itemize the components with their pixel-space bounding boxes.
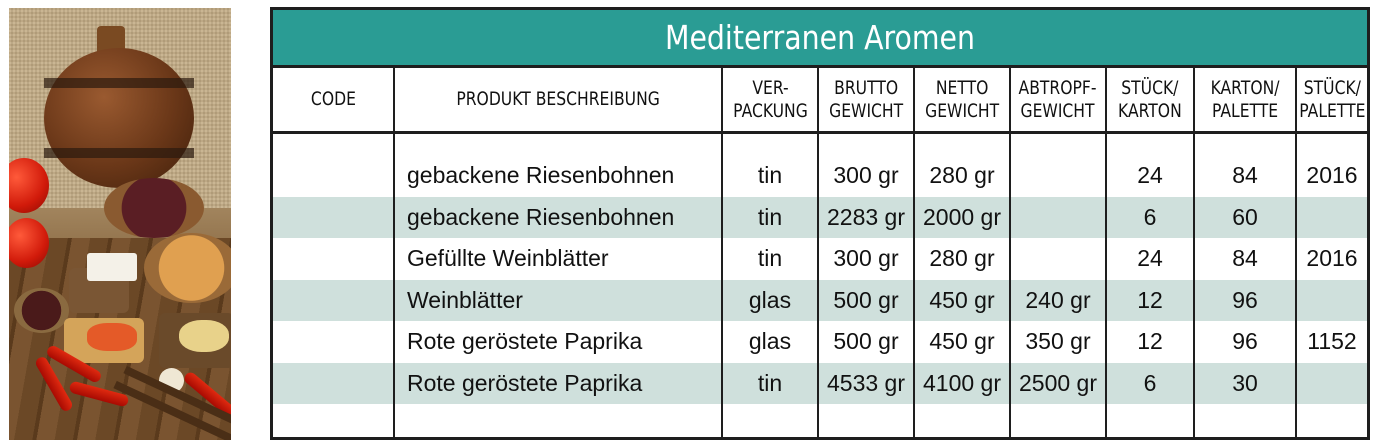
cell-abtropf bbox=[1011, 155, 1105, 196]
cell-beschreibung: gebackene Riesenbohnen bbox=[407, 204, 675, 230]
cell-stueck-karton: 6 bbox=[1143, 204, 1157, 230]
column-divider bbox=[1105, 68, 1107, 437]
cell-karton-palette: 96 bbox=[1232, 328, 1258, 354]
table-row bbox=[273, 155, 1367, 196]
cell-stueck-palette: 1152 bbox=[1307, 328, 1357, 354]
cell-stueck-karton: 6 bbox=[1143, 370, 1157, 396]
table-row bbox=[273, 280, 1367, 321]
cell-verpackung: glas bbox=[748, 287, 792, 313]
cell-abtropf: 2500 gr bbox=[1018, 370, 1097, 396]
cell-abtropf bbox=[1011, 197, 1105, 238]
cell-brutto bbox=[819, 404, 913, 445]
table-row bbox=[273, 197, 1367, 238]
cell-code bbox=[273, 238, 393, 279]
jug-band bbox=[44, 78, 194, 88]
cell-karton-palette bbox=[1195, 404, 1295, 445]
cell-code bbox=[273, 363, 393, 404]
cell-stueck-palette bbox=[1297, 363, 1367, 404]
header-brutto: BRUTTO GEWICHT bbox=[828, 76, 904, 122]
header-stueck-palette: STÜCK/ PALETTE bbox=[1298, 76, 1366, 122]
cell-brutto: 300 gr bbox=[833, 245, 899, 271]
cell-stueck-palette bbox=[1297, 404, 1367, 445]
cell-beschreibung: Rote geröstete Paprika bbox=[407, 370, 643, 396]
table-title: Mediterranen Aromen bbox=[664, 18, 976, 57]
cell-code bbox=[273, 280, 393, 321]
cell-netto: 4100 gr bbox=[922, 370, 1001, 396]
cell-verpackung: glas bbox=[748, 328, 792, 354]
table-header-row bbox=[273, 68, 1367, 134]
column-divider bbox=[1009, 68, 1011, 437]
header-karton-palette: KARTON/ PALETTE bbox=[1210, 76, 1280, 122]
header-code: CODE bbox=[310, 88, 356, 110]
cell-code bbox=[273, 321, 393, 362]
mediterranean-food-photo bbox=[9, 8, 231, 440]
cell-beschreibung: Rote geröstete Paprika bbox=[407, 328, 643, 354]
cell-abtropf: 350 gr bbox=[1025, 328, 1091, 354]
cell-stueck-karton: 24 bbox=[1137, 162, 1163, 188]
table-row bbox=[273, 238, 1367, 279]
cell-code bbox=[273, 404, 393, 445]
cell-abtropf bbox=[1011, 238, 1105, 279]
header-beschreibung: PRODUKT BESCHREIBUNG bbox=[456, 88, 660, 110]
cell-netto: 280 gr bbox=[929, 245, 995, 271]
product-table bbox=[270, 7, 1370, 440]
cell-abtropf bbox=[1011, 404, 1105, 445]
olive-bowl bbox=[104, 178, 204, 238]
cell-beschreibung: Weinblätter bbox=[407, 287, 523, 313]
table-row bbox=[273, 363, 1367, 404]
spice-bowl bbox=[14, 288, 69, 333]
cell-code bbox=[273, 155, 393, 196]
feta-cheese bbox=[87, 253, 137, 281]
table-row bbox=[273, 321, 1367, 362]
header-stueck-karton: STÜCK/ KARTON bbox=[1118, 76, 1182, 122]
column-divider bbox=[913, 68, 915, 437]
cell-brutto: 4533 gr bbox=[826, 370, 905, 396]
cell-stueck-karton: 12 bbox=[1137, 287, 1163, 313]
cell-brutto: 500 gr bbox=[833, 328, 899, 354]
cell-stueck-palette: 2016 bbox=[1306, 162, 1358, 188]
column-divider bbox=[817, 68, 819, 437]
cell-karton-palette: 96 bbox=[1232, 287, 1258, 313]
cell-netto: 450 gr bbox=[929, 287, 995, 313]
cell-stueck-karton: 24 bbox=[1137, 245, 1163, 271]
cell-beschreibung bbox=[395, 404, 721, 445]
column-divider bbox=[1295, 68, 1297, 437]
cell-netto: 2000 gr bbox=[922, 204, 1001, 230]
cell-code bbox=[273, 197, 393, 238]
cell-verpackung: tin bbox=[757, 162, 783, 188]
cell-verpackung: tin bbox=[757, 245, 783, 271]
cell-karton-palette: 60 bbox=[1232, 204, 1258, 230]
cell-stueck-palette bbox=[1297, 280, 1367, 321]
cell-netto bbox=[915, 404, 1009, 445]
cell-netto: 450 gr bbox=[929, 328, 995, 354]
cell-brutto: 500 gr bbox=[833, 287, 899, 313]
column-divider bbox=[721, 68, 723, 437]
cell-beschreibung: Gefüllte Weinblätter bbox=[407, 245, 609, 271]
cell-abtropf: 240 gr bbox=[1025, 287, 1091, 313]
cell-brutto: 300 gr bbox=[833, 162, 899, 188]
column-divider bbox=[393, 68, 395, 437]
cell-stueck-palette: 2016 bbox=[1306, 245, 1358, 271]
header-abtropf: ABTROPF- GEWICHT bbox=[1019, 76, 1097, 122]
column-divider bbox=[1193, 68, 1195, 437]
pepper-spread bbox=[87, 323, 137, 351]
jug-band bbox=[44, 148, 194, 158]
cell-karton-palette: 30 bbox=[1232, 370, 1258, 396]
cell-verpackung: tin bbox=[757, 370, 783, 396]
header-verpackung: VER- PACKUNG bbox=[732, 76, 808, 122]
cell-beschreibung: gebackene Riesenbohnen bbox=[407, 162, 675, 188]
cell-verpackung bbox=[723, 404, 817, 445]
cell-stueck-karton bbox=[1107, 404, 1193, 445]
hummus-spread bbox=[179, 320, 229, 352]
header-netto: NETTO GEWICHT bbox=[924, 76, 1000, 122]
cell-verpackung: tin bbox=[757, 204, 783, 230]
table-row bbox=[273, 404, 1367, 445]
cell-stueck-palette bbox=[1297, 197, 1367, 238]
cell-karton-palette: 84 bbox=[1232, 162, 1258, 188]
cell-karton-palette: 84 bbox=[1232, 245, 1258, 271]
wooden-jug bbox=[44, 48, 194, 188]
cell-netto: 280 gr bbox=[929, 162, 995, 188]
cell-brutto: 2283 gr bbox=[826, 204, 905, 230]
bean-bowl bbox=[144, 233, 231, 303]
cell-stueck-karton: 12 bbox=[1137, 328, 1163, 354]
